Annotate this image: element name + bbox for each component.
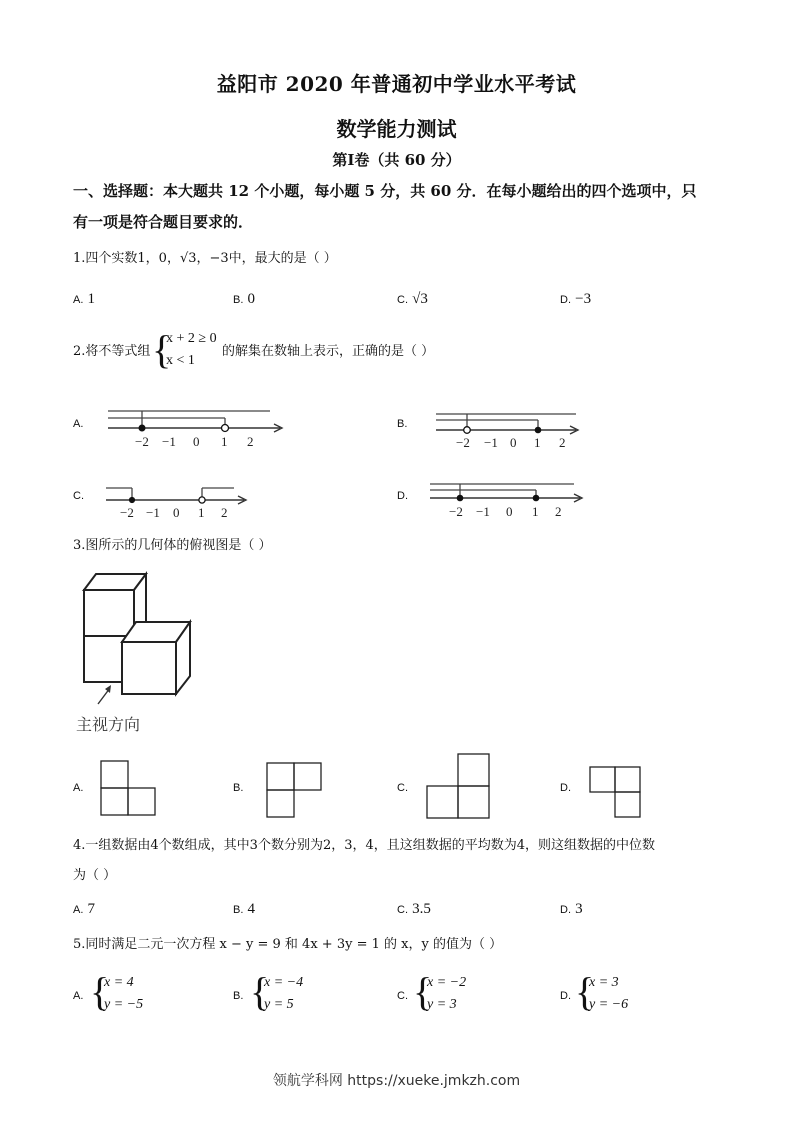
tick-label: 0 [506,504,513,519]
tick-label: 2 [247,434,254,449]
q1-stem: 1.四个实数1，0，√3，−3中，最大的是（ ） [73,251,337,266]
exam-subtitle: 数学能力测试 [336,117,457,141]
q1-option-b [233,291,255,308]
q5-option-a-line2: y = −5 [104,997,144,1012]
section-heading-line2: 有一项是符合题目要求的． [73,213,254,231]
tick-label: 2 [555,504,562,519]
tick-label: 1 [221,434,228,449]
q5-option-d-system [589,972,628,1016]
part-heading: 第Ⅰ卷（共 60 分） [332,151,461,169]
q4-option-d-value: 3 [575,901,583,917]
q3-figure-caption: 主视方向 [76,715,141,734]
q2-option-a-ticks [135,434,254,449]
q3-option-a-view [100,760,160,818]
q4-option-d [560,901,583,918]
q5-option-b-line2: y = 5 [264,997,294,1012]
q5-option-b-line1: x = −4 [264,975,304,990]
q2-option-b-number-line [430,404,590,454]
q4-option-c-value: 3.5 [412,901,431,917]
q5-option-b-brace: { [250,969,270,1014]
q5-option-d-label: D. [560,990,571,1002]
q2-system-line1: x + 2 ≥ 0 [166,331,217,346]
q1-option-a-label: A. [73,294,84,306]
q1-option-a-value: 1 [87,291,96,307]
tick-label: 2 [221,505,228,520]
tick-label: −2 [456,435,470,450]
q3-option-d-view [589,766,645,820]
q4-option-d-label: D. [560,904,571,916]
q1-option-d-label: D. [560,294,571,306]
q2-option-c-label: C. [73,490,84,502]
q5-option-b-system [264,972,303,1016]
q4-option-c [397,901,431,918]
q3-option-c-label: C. [397,782,408,794]
q5-option-a-system [104,972,143,1016]
q3-option-b-label: B. [233,782,244,794]
q1-option-d [560,291,591,308]
q1-option-b-value: 0 [247,291,256,307]
q3-option-c-view [426,753,492,821]
q2-option-b-label: B. [397,418,408,430]
tick-label: −1 [476,504,490,519]
q5-option-c-label: C. [397,990,408,1002]
q2-option-a-number-line [100,398,300,453]
section-heading-line1: 一、选择题：本大题共 12 个小题，每小题 5 分，共 60 分．在每小题给出的四个选项中，只 [73,182,697,200]
q2-option-a-label: A. [73,418,84,430]
q2-option-c-number-line [100,480,260,525]
q2-option-d-label: D. [397,490,408,502]
q5-option-b-label: B. [233,990,244,1002]
tick-label: −2 [135,434,149,449]
q4-stem-line1: 4.一组数据由4个数组成，其中3个数分别为2，3，4，且这组数据的平均数为4，则这组数据的中位数 [73,838,656,853]
q5-option-d-line1: x = 3 [589,975,619,990]
q2-stem-prefix: 2.将不等式组 [73,344,151,359]
q4-option-b-value: 4 [247,901,256,917]
q1-option-c-value: √3 [412,291,428,307]
q4-option-a [73,901,95,918]
q5-stem: 5.同时满足二元一次方程 x − y = 9 和 4x + 3y = 1 的 x，y 的值为（ ） [73,937,503,952]
tick-label: 0 [510,435,517,450]
q4-option-b-label: B. [233,904,244,916]
q2-stem-suffix: 的解集在数轴上表示，正确的是（ ） [222,344,435,359]
tick-label: −1 [484,435,498,450]
q3-option-d-label: D. [560,782,571,794]
q1-option-b-label: B. [233,294,244,306]
q4-option-a-value: 7 [87,901,96,917]
tick-label: −2 [449,504,463,519]
tick-label: −1 [146,505,160,520]
tick-label: −1 [162,434,176,449]
q2-system-brace: { [152,327,172,372]
tick-label: −2 [120,505,134,520]
q5-option-c-system [427,972,466,1016]
q4-option-b [233,901,255,918]
q3-stem: 3.图所示的几何体的俯视图是（ ） [73,538,272,553]
q4-option-c-label: C. [397,904,408,916]
q2-system [166,328,217,372]
q5-option-c-line2: y = 3 [427,997,457,1012]
footer-watermark-link[interactable]: 领航学科网 https://xueke.jmkzh.com [272,1073,521,1089]
tick-label: 0 [193,434,200,449]
q4-option-a-label: A. [73,904,84,916]
q4-stem-line2: 为（ ） [73,868,117,883]
q5-option-c-line1: x = −2 [427,975,467,990]
q3-option-b-view [266,762,326,820]
q1-option-c-label: C. [397,294,408,306]
q5-option-a-line1: x = 4 [104,975,134,990]
exam-title: 益阳市 2020 年普通初中学业水平考试 [216,72,577,96]
tick-label: 1 [198,505,205,520]
tick-label: 1 [532,504,539,519]
tick-label: 0 [173,505,180,520]
q1-option-d-value: −3 [575,291,592,307]
q3-geometry-figure [70,566,200,686]
q5-option-a-label: A. [73,990,84,1002]
q3-option-a-label: A. [73,782,84,794]
tick-label: 2 [559,435,566,450]
q1-option-a [73,291,95,308]
q5-option-a-brace: { [90,969,110,1014]
q5-option-c-brace: { [413,969,433,1014]
q2-option-d-number-line [424,476,594,526]
q2-system-line2: x < 1 [166,353,195,368]
q5-option-d-brace: { [575,969,595,1014]
q3-direction-arrow [92,682,122,712]
tick-label: 1 [534,435,541,450]
q5-option-d-line2: y = −6 [589,997,629,1012]
q1-option-c [397,291,428,308]
